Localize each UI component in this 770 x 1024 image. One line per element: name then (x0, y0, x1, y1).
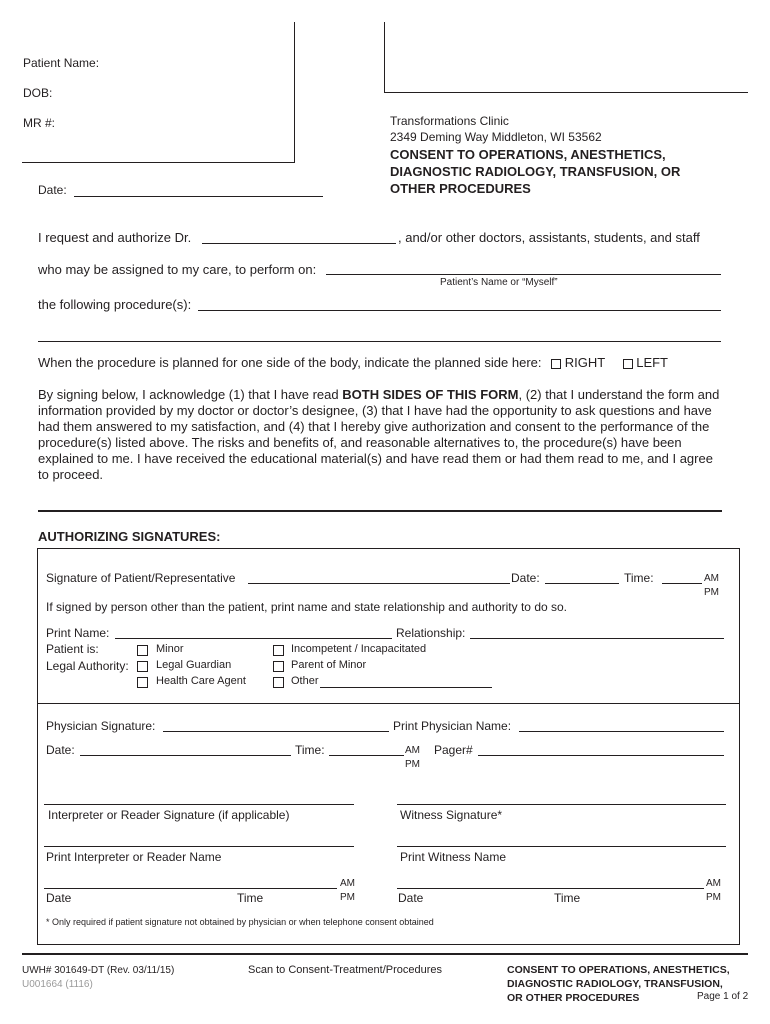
physician-time-label: Time: (295, 743, 325, 757)
clinic-name: Transformations Clinic (390, 114, 509, 128)
form-id: UWH# 301649-DT (Rev. 03/11/15) (22, 965, 175, 976)
relationship-field[interactable] (470, 638, 724, 639)
side-question-text: When the procedure is planned for one side of the body, indicate the planned side here: (38, 355, 542, 370)
form-title-line: CONSENT TO OPERATIONS, ANESTHETICS, (390, 147, 666, 162)
label-box-border (384, 92, 748, 93)
patient-signature-field[interactable] (248, 583, 510, 584)
form-code: U001664 (1116) (22, 979, 93, 990)
patient-time-field[interactable] (662, 583, 702, 584)
patient-pm: PM (704, 587, 719, 598)
patient-box-border (294, 22, 295, 163)
left-checkbox[interactable] (623, 359, 633, 369)
print-name-field[interactable] (115, 638, 392, 639)
print-interpreter-field[interactable] (44, 846, 354, 847)
physician-pm: PM (405, 759, 420, 770)
ack-text: , (2) that I understand the form and information provided by my doctor or doctor’s designee, (3) that I have had the opportunity to ask questions and have had them answered to my satisfaction, and (4) that I hereby give authorization and consent to the performance of the procedure(s) listed above. The risks and benefits of, and reasonable alternatives to, the procedure(s) have been explained to me. I have received the educational material(s) and have read them or had them read to me, and I agree to proceed. (38, 387, 720, 482)
patient-date-field[interactable] (545, 583, 619, 584)
footer-title-line: CONSENT TO OPERATIONS, ANESTHETICS, (507, 964, 730, 976)
patient-box-border (22, 162, 295, 163)
witness-am: AM (706, 878, 721, 889)
interpreter-time-label: Time (237, 891, 264, 905)
procedures-label: the following procedure(s): (38, 297, 192, 312)
label-box-border (384, 22, 385, 93)
procedures-field-2[interactable] (38, 341, 721, 342)
other-field[interactable] (320, 687, 492, 688)
print-witness-field[interactable] (397, 846, 726, 847)
form-title (390, 146, 680, 197)
print-physician-label: Print Physician Name: (393, 719, 512, 733)
legal-authority-label: Legal Authority: (46, 659, 129, 673)
interpreter-datetime-field[interactable] (44, 888, 337, 889)
interpreter-pm: PM (340, 892, 355, 903)
ack-bold-text: BOTH SIDES OF THIS FORM (342, 387, 519, 402)
interpreter-am: AM (340, 878, 355, 889)
witness-pm: PM (706, 892, 721, 903)
witness-time-label: Time (554, 891, 581, 905)
section-divider (37, 703, 740, 704)
doctor-name-field[interactable] (202, 243, 396, 244)
incompetent-label: Incompetent / Incapacitated (291, 643, 427, 655)
witness-date-label: Date (398, 891, 424, 905)
print-interpreter-label: Print Interpreter or Reader Name (46, 850, 222, 864)
footer-title-line: OR OTHER PROCEDURES (507, 992, 640, 1004)
patient-name-hint: Patient’s Name or “Myself” (440, 277, 558, 288)
pager-label: Pager# (434, 743, 473, 757)
procedures-field[interactable] (198, 310, 721, 311)
date-field[interactable] (74, 196, 323, 197)
physician-signature-label: Physician Signature: (46, 719, 156, 733)
legal-guardian-label: Legal Guardian (156, 659, 232, 671)
other-checkbox[interactable] (273, 674, 284, 692)
request-suffix: , and/or other doctors, assistants, students, and staff (398, 230, 700, 245)
minor-label: Minor (156, 643, 184, 655)
other-signer-note: If signed by person other than the patient, print name and state relationship and authority to do so. (46, 600, 568, 614)
clinic-address: 2349 Deming Way Middleton, WI 53562 (390, 130, 602, 144)
interpreter-date-label: Date (46, 891, 72, 905)
left-label: LEFT (636, 355, 669, 370)
date-label: Date: (38, 183, 67, 197)
witness-datetime-field[interactable] (397, 888, 704, 889)
physician-date-field[interactable] (80, 755, 291, 756)
health-care-agent-label: Health Care Agent (156, 675, 246, 687)
interpreter-signature-label: Interpreter or Reader Signature (if applicable) (48, 808, 290, 822)
signatures-heading: AUTHORIZING SIGNATURES: (38, 529, 221, 544)
scan-note: Scan to Consent-Treatment/Procedures (248, 964, 443, 976)
right-checkbox[interactable] (551, 359, 561, 369)
interpreter-signature-field[interactable] (44, 804, 354, 805)
patient-signature-label: Signature of Patient/Representative (46, 571, 236, 585)
request-prefix: I request and authorize Dr. (38, 230, 192, 245)
patient-time-label: Time: (624, 571, 654, 585)
physician-time-field[interactable] (329, 755, 404, 756)
form-title-line: DIAGNOSTIC RADIOLOGY, TRANSFUSION, OR (390, 164, 681, 179)
physician-signature-field[interactable] (163, 731, 389, 732)
physician-date-label: Date: (46, 743, 75, 757)
footer-divider (22, 953, 748, 955)
patient-name-field[interactable] (326, 274, 721, 275)
dob-label: DOB: (23, 86, 53, 100)
print-physician-field[interactable] (519, 731, 724, 732)
request-line2: who may be assigned to my care, to perform on: (38, 262, 317, 277)
witness-signature-field[interactable] (397, 804, 726, 805)
print-witness-label: Print Witness Name (400, 850, 507, 864)
footnote: * Only required if patient signature not obtained by physician or when telephone consent obtained (46, 917, 434, 927)
footer-title-line: DIAGNOSTIC RADIOLOGY, TRANSFUSION, (507, 978, 723, 990)
parent-of-minor-label: Parent of Minor (291, 659, 367, 671)
relationship-label: Relationship: (396, 626, 466, 640)
health-care-agent-checkbox[interactable] (137, 674, 148, 692)
patient-date-label: Date: (511, 571, 540, 585)
mr-label: MR #: (23, 116, 56, 130)
form-title-line: OTHER PROCEDURES (390, 181, 531, 196)
right-label: RIGHT (564, 355, 605, 370)
print-name-label: Print Name: (46, 626, 110, 640)
physician-am: AM (405, 745, 420, 756)
page-number: Page 1 of 2 (697, 991, 749, 1002)
patient-name-label: Patient Name: (23, 56, 100, 70)
ack-text: By signing below, I acknowledge (1) that I have read (38, 387, 343, 402)
witness-signature-label: Witness Signature* (400, 808, 503, 822)
patient-am: AM (704, 573, 719, 584)
pager-field[interactable] (478, 755, 724, 756)
other-label: Other (291, 675, 319, 687)
acknowledgement-paragraph (38, 387, 724, 483)
side-question (38, 355, 668, 370)
patient-is-label: Patient is: (46, 642, 99, 656)
section-divider (38, 510, 722, 512)
